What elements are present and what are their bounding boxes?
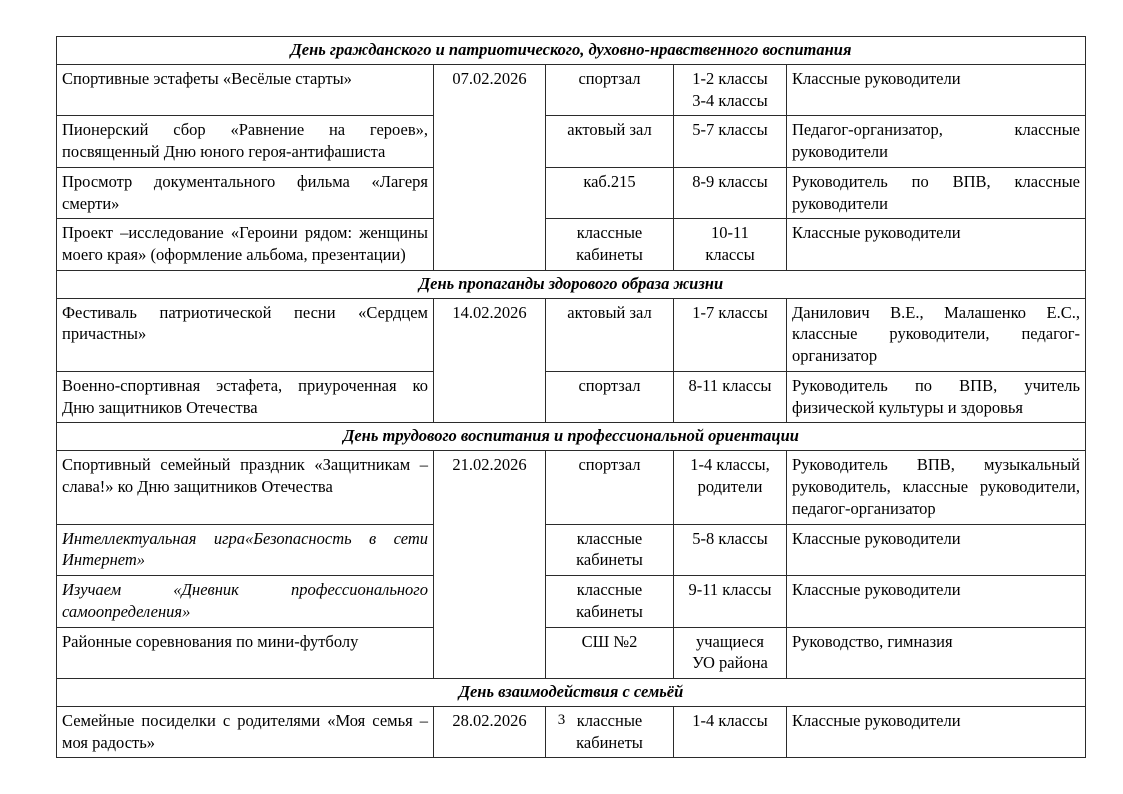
table-row — [57, 451, 1086, 524]
place-cell: спортзал — [546, 451, 674, 524]
page-number: 3 — [557, 712, 566, 728]
place-cell: СШ №2 — [546, 627, 674, 679]
responsible-cell: Классные руководители — [787, 219, 1086, 271]
section-header-row — [57, 270, 1086, 298]
event-cell: Семейные посиделки с родителями «Моя семья – моя радость» — [57, 706, 434, 758]
grade-line: 1-4 классы — [692, 710, 768, 730]
responsible-cell: Руководитель по ВПВ, учитель физической культуры и здоровья — [787, 371, 1086, 423]
grade-line: 5-7 классы — [692, 120, 768, 140]
grade-cell — [674, 298, 787, 371]
table-row — [57, 524, 1086, 576]
responsible-cell: Классные руководители — [787, 706, 1086, 758]
section-header-row — [57, 423, 1086, 451]
activity-plan-body — [57, 37, 1086, 758]
table-row — [57, 219, 1086, 271]
grade-cell — [674, 524, 787, 576]
event-cell: Спортивный семейный праздник «Защитникам – слава!» ко Дню защитников Отечества — [57, 451, 434, 524]
table-row — [57, 371, 1086, 423]
grade-line: 9-11 классы — [688, 580, 772, 600]
event-cell: Спортивные эстафеты «Весёлые старты» — [57, 64, 434, 116]
place-line: кабинеты — [576, 550, 643, 570]
table-row — [57, 167, 1086, 219]
event-cell: Просмотр документального фильма «Лагеря смерти» — [57, 167, 434, 219]
grade-cell — [674, 116, 787, 168]
place-line: кабинеты — [576, 245, 643, 265]
section-title: День взаимодействия с семьёй — [57, 679, 1086, 707]
responsible-cell: Классные руководители — [787, 524, 1086, 576]
event-cell: Изучаем «Дневник профессионального самоопределения» — [57, 576, 434, 628]
responsible-cell: Руководитель по ВПВ, классные руководители — [787, 167, 1086, 219]
place-cell — [546, 524, 674, 576]
table-row — [57, 64, 1086, 116]
grade-line: УО района — [692, 653, 768, 673]
place-line: кабинеты — [576, 732, 643, 752]
date-cell: 28.02.2026 — [434, 706, 546, 758]
grade-line: 10-11 — [711, 223, 749, 243]
responsible-cell: Классные руководители — [787, 64, 1086, 116]
activity-plan-table — [56, 36, 1086, 758]
grade-cell — [674, 219, 787, 271]
place-cell: актовый зал — [546, 116, 674, 168]
place-cell — [546, 219, 674, 271]
place-cell: актовый зал — [546, 298, 674, 371]
grade-line: 5-8 классы — [692, 528, 768, 548]
section-title: День трудового воспитания и профессиональной ориентации — [57, 423, 1086, 451]
responsible-cell: Педагог-организатор, классные руководители — [787, 116, 1086, 168]
section-header-row — [57, 37, 1086, 65]
place-cell — [546, 576, 674, 628]
table-row — [57, 627, 1086, 679]
date-cell: 21.02.2026 — [434, 451, 546, 679]
date-cell: 07.02.2026 — [434, 64, 546, 270]
place-line: классные — [576, 710, 643, 730]
section-title: День пропаганды здорового образа жизни — [57, 270, 1086, 298]
grade-line: 3-4 классы — [692, 90, 768, 110]
event-cell: Фестиваль патриотической песни «Сердцем причастны» — [57, 298, 434, 371]
grade-cell — [674, 576, 787, 628]
responsible-cell: Классные руководители — [787, 576, 1086, 628]
place-line: классные — [576, 580, 643, 600]
place-cell: спортзал — [546, 371, 674, 423]
place-line: кабинеты — [576, 601, 643, 621]
section-title: День гражданского и патриотического, духовно-нравственного воспитания — [57, 37, 1086, 65]
table-row — [57, 116, 1086, 168]
responsible-cell: Руководство, гимназия — [787, 627, 1086, 679]
place-line: классные — [576, 528, 643, 548]
grade-line: классы — [705, 245, 755, 265]
place-cell: каб.215 — [546, 167, 674, 219]
date-cell: 14.02.2026 — [434, 298, 546, 423]
event-cell: Проект –исследование «Героини рядом: женщины моего края» (оформление альбома, презентации) — [57, 219, 434, 271]
place-line: классные — [576, 223, 643, 243]
grade-cell — [674, 167, 787, 219]
responsible-cell: Руководитель ВПВ, музыкальный руководитель, классные руководители, педагог-организатор — [787, 451, 1086, 524]
event-cell: Районные соревнования по мини-футболу — [57, 627, 434, 679]
grade-cell — [674, 627, 787, 679]
section-header-row — [57, 679, 1086, 707]
event-cell: Пионерский сбор «Равнение на героев», посвященный Дню юного героя-антифашиста — [57, 116, 434, 168]
grade-cell — [674, 451, 787, 524]
responsible-cell: Данилович В.Е., Малашенко Е.С., классные руководители, педагог-организатор — [787, 298, 1086, 371]
grade-cell — [674, 371, 787, 423]
place-cell: спортзал — [546, 64, 674, 116]
grade-line: 8-9 классы — [692, 171, 768, 191]
grade-line: учащиеся — [695, 631, 765, 651]
table-row — [57, 298, 1086, 371]
event-cell: Военно-спортивная эстафета, приуроченная ко Дню защитников Отечества — [57, 371, 434, 423]
table-row — [57, 576, 1086, 628]
grade-line: родители — [697, 477, 763, 497]
grade-line: 8-11 классы — [688, 375, 772, 395]
grade-line: 1-4 классы, — [690, 455, 770, 475]
grade-cell — [674, 64, 787, 116]
grade-line: 1-7 классы — [692, 302, 768, 322]
event-cell: Интеллектуальная игра«Безопасность в сети Интернет» — [57, 524, 434, 576]
grade-line: 1-2 классы — [692, 68, 768, 88]
